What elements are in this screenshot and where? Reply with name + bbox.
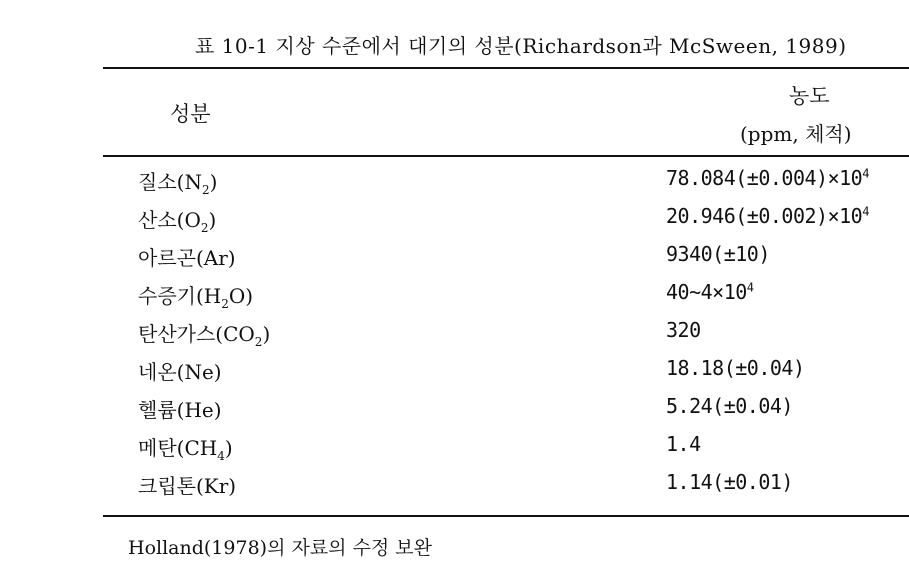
concentration-value: 5.24(±0.04) bbox=[666, 394, 793, 418]
top-rule bbox=[103, 67, 909, 69]
table-row bbox=[0, 468, 909, 506]
concentration-value: $78.084(\pm 0.004)\times 10^4$ bbox=[666, 166, 869, 190]
table-body bbox=[0, 164, 909, 506]
header-rule bbox=[103, 155, 909, 157]
concentration-value: 9340(±10) bbox=[666, 242, 770, 266]
header-concentration: 농도 bbox=[789, 84, 830, 108]
table-title: 표 10-1 지상 수준에서 대기의 성분(Richardson과 McSween, 1989) bbox=[195, 34, 847, 58]
concentration-value: 1.14(±0.01) bbox=[666, 470, 793, 494]
header-component: 성분 bbox=[170, 102, 211, 126]
component-name: 크립톤(Kr) bbox=[138, 474, 237, 498]
component-name: 헬륨(He) bbox=[138, 398, 222, 422]
header-unit: (ppm, 체적) bbox=[740, 122, 852, 146]
component-name: 탄산가스$(CO_2)$ bbox=[138, 322, 271, 349]
component-name: 아르곤(Ar) bbox=[138, 246, 236, 270]
table-row bbox=[0, 316, 909, 354]
concentration-value: 18.18(±0.04) bbox=[666, 356, 805, 380]
bottom-rule bbox=[103, 515, 909, 517]
table-row bbox=[0, 430, 909, 468]
table-row bbox=[0, 278, 909, 316]
table-row bbox=[0, 202, 909, 240]
concentration-value: 1.4 bbox=[666, 432, 701, 456]
component-name: 메탄$(CH_4)$ bbox=[138, 436, 233, 463]
table-row bbox=[0, 240, 909, 278]
table-row bbox=[0, 354, 909, 392]
component-name: 산소$(O_2)$ bbox=[138, 208, 217, 235]
concentration-value: $40\sim 4\times 10^4$ bbox=[666, 280, 754, 304]
table-row bbox=[0, 392, 909, 430]
component-name: 네온(Ne) bbox=[138, 360, 222, 384]
concentration-value: $20.946(\pm 0.002)\times 10^4$ bbox=[666, 204, 869, 228]
table-footnote: Holland(1978)의 자료의 수정 보완 bbox=[128, 537, 433, 559]
component-name: 질소$(N_2)$ bbox=[138, 170, 218, 197]
component-name: 수증기$(H_2O)$ bbox=[138, 284, 254, 311]
table-row bbox=[0, 164, 909, 202]
concentration-value: 320 bbox=[666, 318, 701, 342]
